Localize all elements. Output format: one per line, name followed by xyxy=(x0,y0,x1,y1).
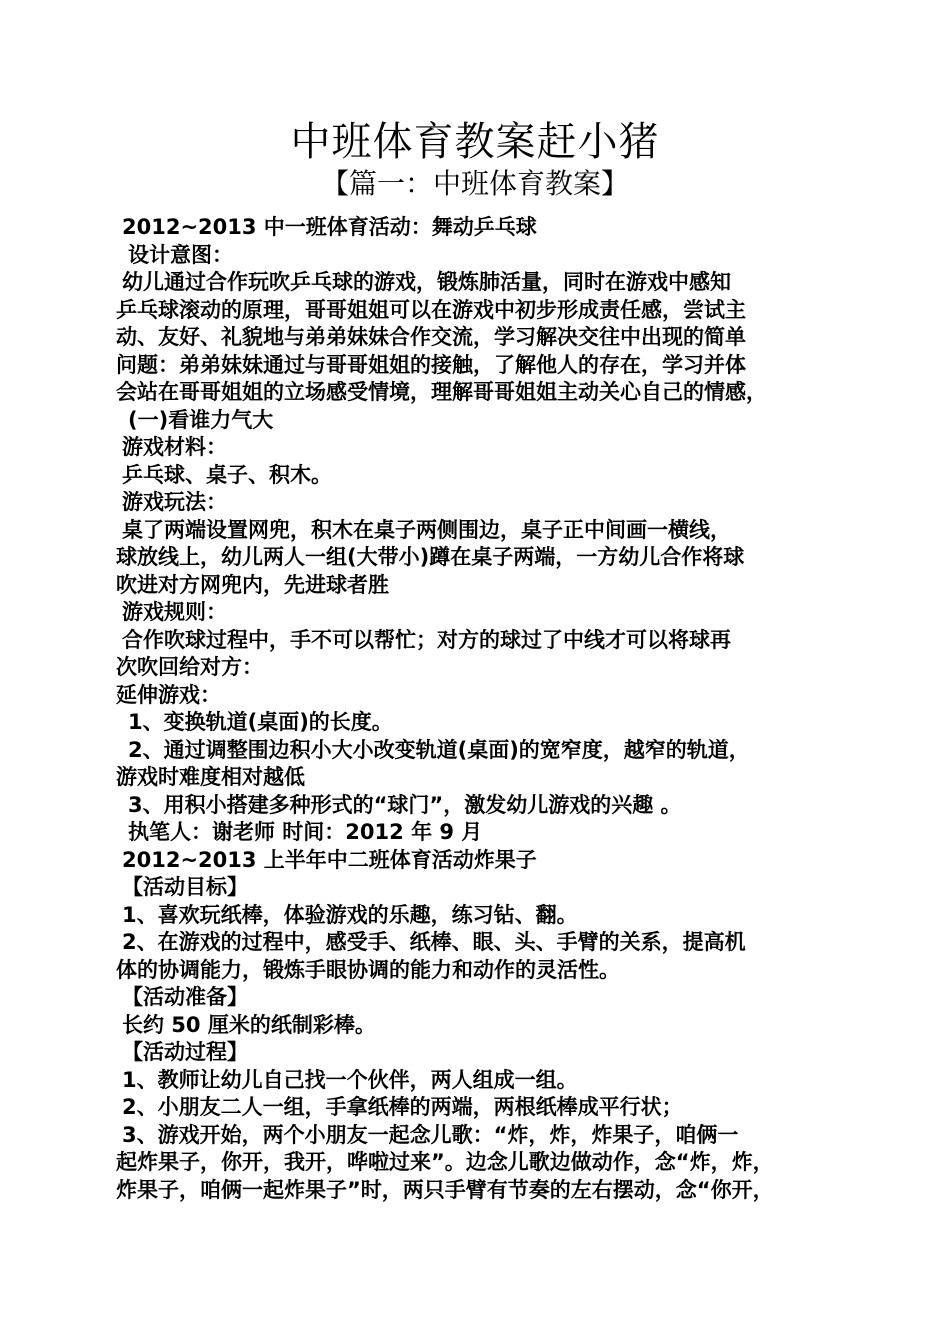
text-line: 2、在游戏的过程中，感受手、纸棒、眼、头、手臂的关系，提高机 xyxy=(122,930,746,954)
text-line: 球放线上，幼儿两人一组(大带小)蹲在桌子两端，一方幼儿合作将球 xyxy=(116,545,745,569)
text-line: 1、教师让幼儿自己找一个伙伴，两人组成一组。 xyxy=(122,1067,578,1092)
text-line: 吹进对方网兜内，先进球者胜 xyxy=(116,572,389,597)
text-line: 游戏玩法： xyxy=(122,490,227,514)
text-line: 幼儿通过合作玩吹乒乓球的游戏，锻炼肺活量，同时在游戏中感知 xyxy=(122,270,731,294)
text-line: 2012~2013 上半年中二班体育活动炸果子 xyxy=(122,847,537,872)
document-subtitle: 【篇一：中班体育教案】 xyxy=(320,167,629,200)
text-line: 【活动准备】 xyxy=(122,985,248,1009)
text-line: 起炸果子，你开，我开，哗啦过来”。边念儿歌边做动作，念“炸，炸， xyxy=(116,1150,774,1174)
text-line: 2、通过调整围边积小大小改变轨道(桌面)的宽窄度，越窄的轨道， xyxy=(128,737,750,762)
document-title: 中班体育教案赶小猪 xyxy=(290,119,660,165)
text-line: 桌了两端设置网兜，积木在桌子两侧围边，桌子正中间画一横线， xyxy=(122,517,731,542)
text-line: (一)看谁力气大 xyxy=(128,407,274,432)
text-line: 乒乓球滚动的原理，哥哥姐姐可以在游戏中初步形成责任感，尝试主 xyxy=(116,297,746,322)
text-line: 1、变换轨道(桌面)的长度。 xyxy=(128,710,393,734)
text-line: 体的协调能力，锻炼手眼协调的能力和动作的灵活性。 xyxy=(116,957,620,982)
text-line: 3、用积小搭建多种形式的“球门”，激发幼儿游戏的兴趣 。 xyxy=(128,792,682,817)
text-line: 游戏规则： xyxy=(122,600,227,624)
text-line: 乒乓球、桌子、积木。 xyxy=(122,462,332,487)
text-line: 问题：弟弟妹妹通过与哥哥姐姐的接触，了解他人的存在，学习并体 xyxy=(116,352,746,377)
document-body xyxy=(116,214,856,1204)
text-line: 游戏时难度相对越低 xyxy=(116,765,305,789)
text-line: 延伸游戏： xyxy=(116,682,221,707)
text-line: 【活动目标】 xyxy=(122,875,248,899)
text-line: 执笔人：谢老师 时间：2012 年 9 月 xyxy=(128,820,483,844)
text-line: 2、小朋友二人一组，手拿纸棒的两端，两根纸棒成平行状； xyxy=(122,1095,683,1119)
text-line: 设计意图： xyxy=(128,242,233,267)
text-line: 会站在哥哥姐姐的立场感受情境，理解哥哥姐姐主动关心自己的情感， xyxy=(116,380,767,404)
text-line: 合作吹球过程中，手不可以帮忙；对方的球过了中线才可以将球再 xyxy=(122,627,731,652)
text-line: 游戏材料： xyxy=(122,435,227,459)
text-line: 【活动过程】 xyxy=(122,1040,248,1064)
text-line: 动、友好、礼貌地与弟弟妹妹合作交流，学习解决交往中出现的简单 xyxy=(116,325,746,349)
text-line: 3、游戏开始，两个小朋友一起念儿歌：“炸，炸，炸果子，咱俩一 xyxy=(122,1122,739,1147)
text-line: 1、喜欢玩纸棒，体验游戏的乐趣，练习钻、翻。 xyxy=(122,902,578,927)
text-line: 长约 50 厘米的纸制彩棒。 xyxy=(122,1012,376,1037)
text-line: 炸果子，咱俩一起炸果子”时，两只手臂有节奏的左右摆动，念“你开， xyxy=(116,1177,774,1202)
text-line: 2012~2013 中一班体育活动：舞动乒乓球 xyxy=(122,215,537,239)
text-line: 次吹回给对方： xyxy=(116,655,263,679)
